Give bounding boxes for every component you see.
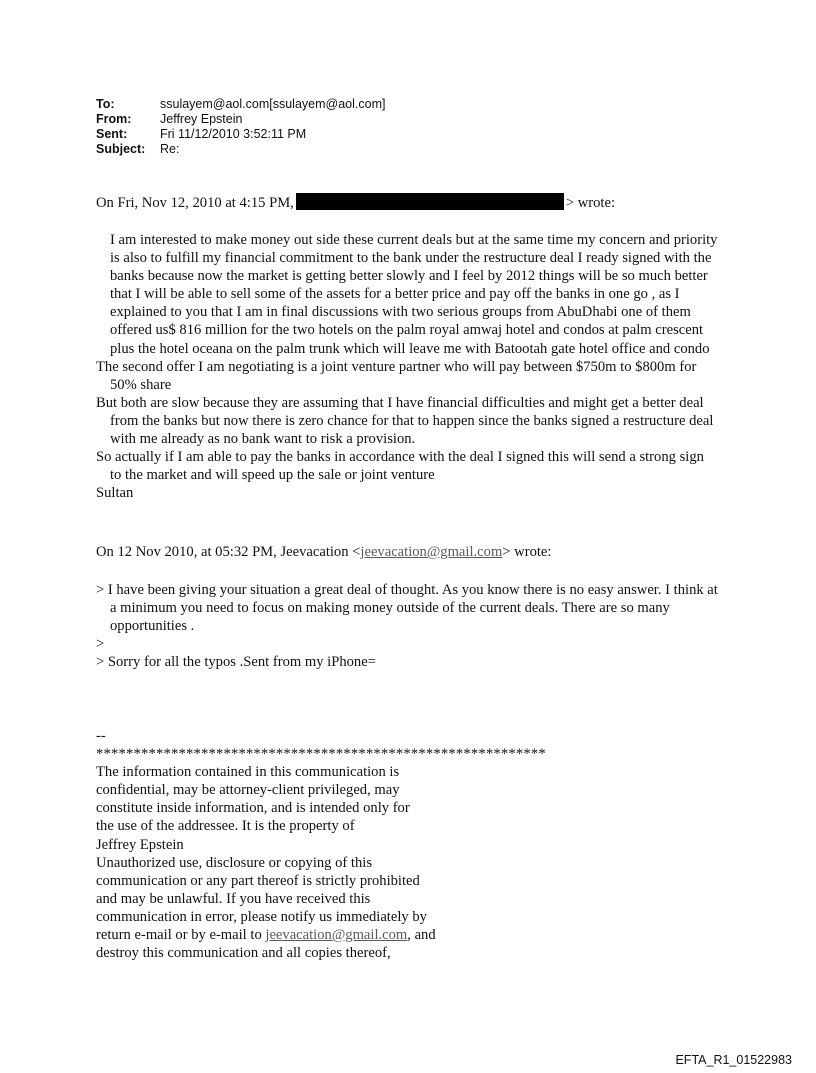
quote1-intro-before: On Fri, Nov 12, 2010 at 4:15 PM, — [96, 195, 294, 211]
quote2-email-link[interactable]: jeevacation@gmail.com — [360, 544, 503, 560]
from-row — [96, 112, 385, 127]
redaction-bar — [296, 193, 564, 210]
disclaimer-line: Jeffrey Epstein — [96, 836, 184, 853]
disclaimer-line: communication in error, please notify us immediately by — [96, 908, 427, 925]
quote1-para1: I am interested to make money out side these current deals but at the same time my concern and priority is also to fulfill my financial commitment to the bank under the restructure deal I ready signed with the banks because now the market is getting better slowly and I feel by 2012 things will be so much better that I will be able to sell some of the assets for a better price and pay off the banks in one go , as I explained to you that I am in final discussions with two serious groups from AbuDhabi one of them offered us$ 816 million for the two hotels on the palm royal amwaj hotel and condos at palm crescent plus the hotel oceana on the palm trunk which will leave me with Batootah gate hotel office and condo — [110, 232, 718, 357]
sent-row — [96, 127, 385, 142]
disclaimer-line: The information contained in this communication is — [96, 764, 400, 781]
quote2-intro — [96, 543, 718, 561]
email-header — [96, 97, 385, 157]
sent-value: Fri 11/12/2010 3:52:11 PM — [160, 127, 307, 141]
quote1-signature: Sultan — [96, 485, 134, 502]
disclaimer-line: communication or any part thereof is strictly prohibited — [96, 872, 420, 889]
quote1-para2: The second offer I am negotiating is a joint venture partner who will pay between $750m to $800m for 50% share — [96, 358, 697, 393]
quote2-line1: > I have been giving your situation a great deal of thought. As you know there is no easy answer. I think at a minimum you need to focus on making money outside of the current deals. There are so many opportunities . — [96, 582, 718, 635]
disclaimer-email-link[interactable]: jeevacation@gmail.com — [265, 927, 408, 944]
disclaimer-return-line — [96, 926, 616, 944]
to-value: ssulayem@aol.com[ssulayem@aol.com] — [160, 97, 386, 111]
quote2-line3: > Sorry for all the typos .Sent from my iPhone= — [96, 654, 376, 671]
disclaimer-line: the use of the addressee. It is the property of — [96, 818, 355, 835]
quote2-intro-after: > wrote: — [502, 544, 552, 560]
from-value: Jeffrey Epstein — [160, 112, 243, 126]
subject-row — [96, 142, 385, 157]
from-label: From: — [96, 112, 132, 126]
quote1-intro-after: > wrote: — [565, 195, 616, 211]
to-label: To: — [96, 97, 115, 111]
disclaimer-dashes: -- — [96, 728, 106, 744]
subject-label: Subject: — [96, 142, 146, 156]
disclaimer-line: confidential, may be attorney-client privileged, may — [96, 782, 400, 799]
quote1-para4: So actually if I am able to pay the banks in accordance with the deal I signed this will send a strong sign to the market and will speed up the sale or joint venture — [96, 449, 704, 484]
disclaimer-line: and may be unlawful. If you have received this — [96, 890, 371, 907]
quote1-para3: But both are slow because they are assuming that I have financial difficulties and might get a better deal from the banks but now there is zero chance for that to happen since the banks signed a restructure deal with me already as no bank want to risk a provision. — [96, 394, 714, 448]
disclaimer-return-after: , and — [407, 927, 436, 944]
quote2-body — [96, 581, 722, 671]
disclaimer-line: constitute inside information, and is intended only for — [96, 800, 410, 817]
disclaimer-last-line: destroy this communication and all copies thereof, — [96, 945, 391, 962]
disclaimer-return-before: return e-mail or by e-mail to — [96, 927, 266, 944]
quote1-body — [96, 231, 718, 502]
disclaimer — [96, 727, 616, 962]
quote1-intro — [96, 193, 696, 212]
sent-label: Sent: — [96, 127, 128, 141]
document-id: EFTA_R1_01522983 — [675, 1053, 792, 1067]
quote2-line2: > — [96, 636, 105, 653]
disclaimer-stars: ************************************************************ — [96, 746, 546, 763]
disclaimer-line: Unauthorized use, disclosure or copying of this — [96, 854, 373, 871]
subject-value: Re: — [160, 142, 180, 156]
quote2-intro-before: On 12 Nov 2010, at 05:32 PM, Jeevacation < — [96, 544, 361, 560]
to-row — [96, 97, 385, 112]
